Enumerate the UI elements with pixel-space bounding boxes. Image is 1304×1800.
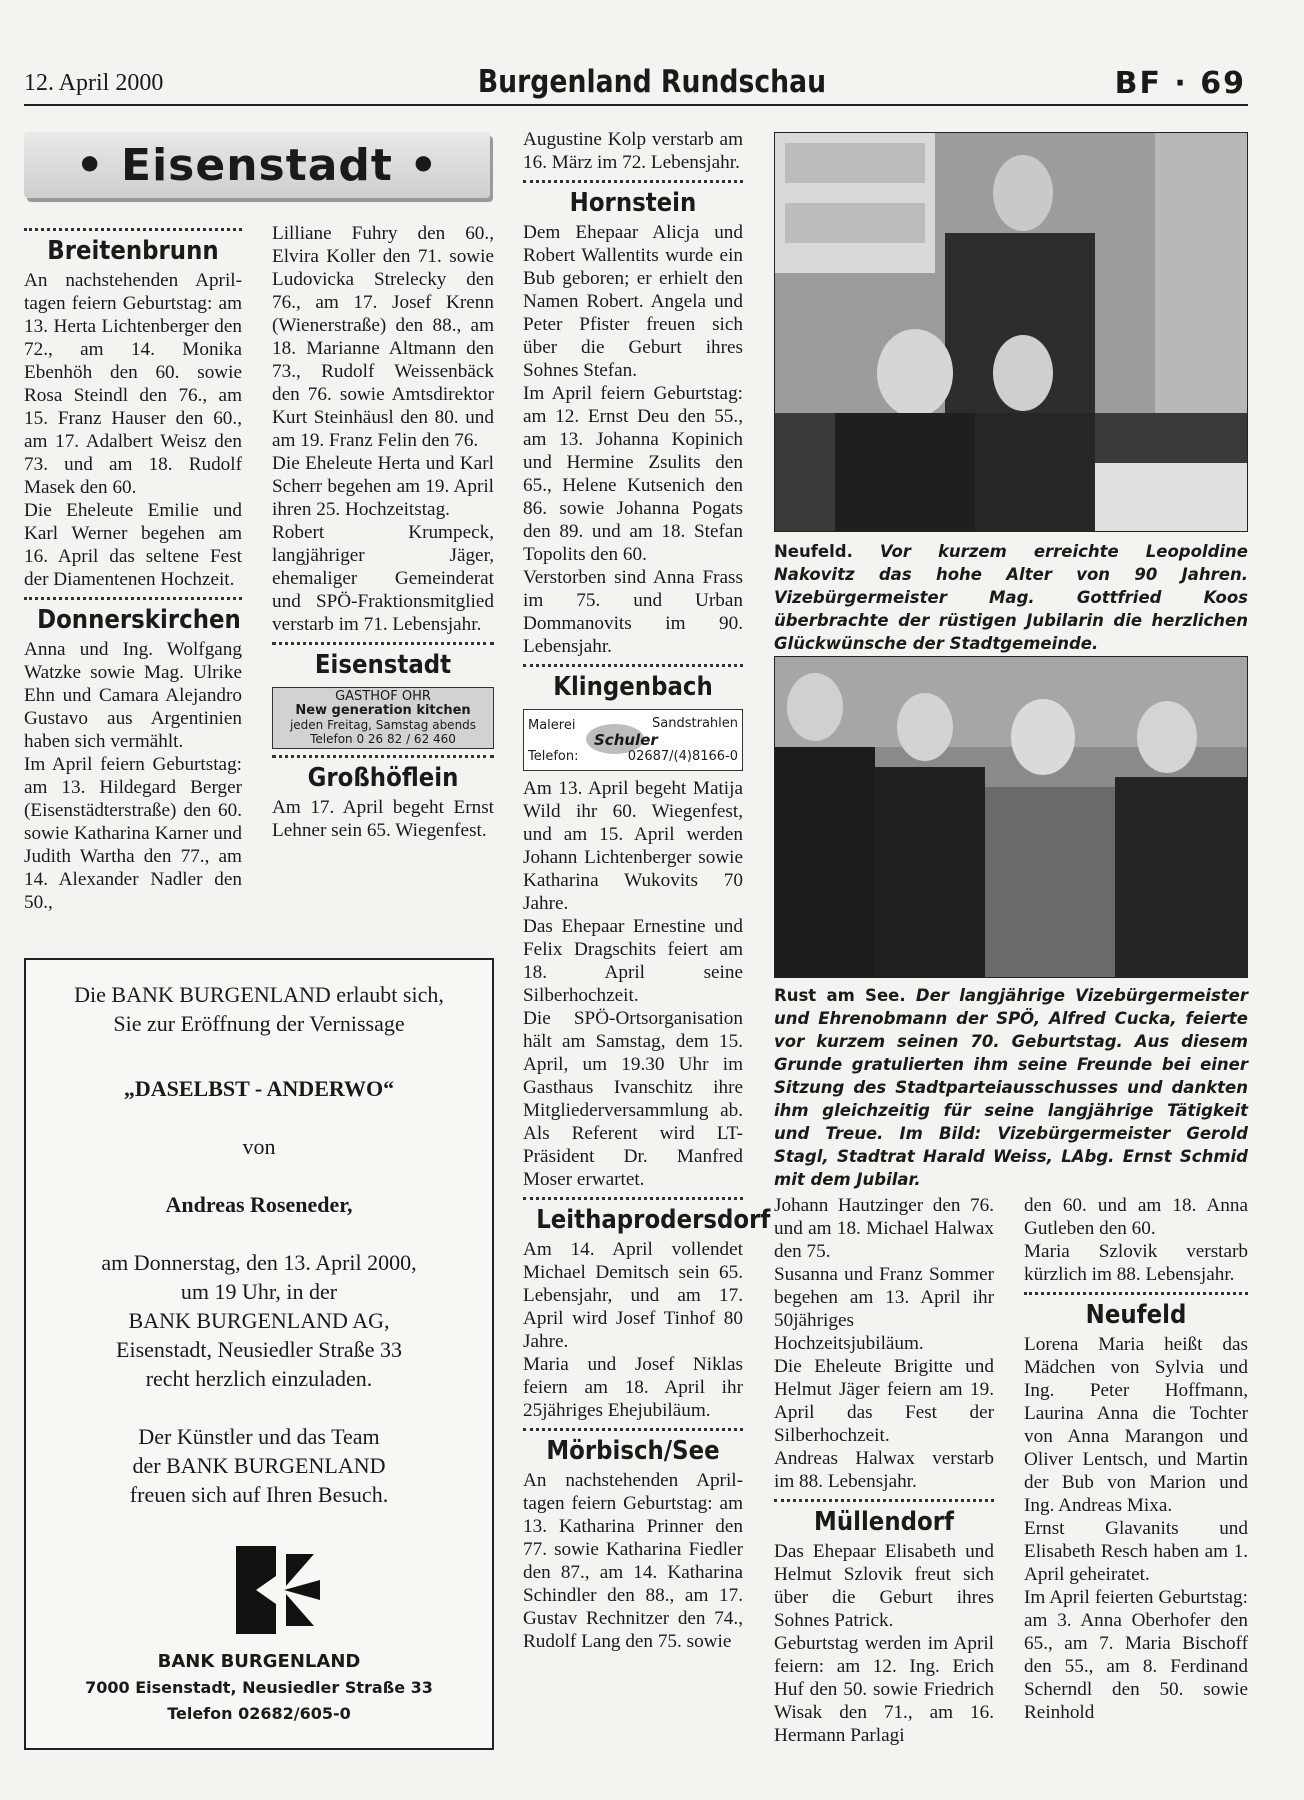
ad-phone: 02687/(4)8166-0 <box>627 749 738 764</box>
ad-von: von <box>242 1134 276 1159</box>
ad-text: Malerei <box>528 718 576 733</box>
ad-closing-1: Der Künstler und das Team <box>138 1424 380 1449</box>
artist-name: Andreas Roseneder, <box>165 1192 353 1217</box>
bank-burgenland-logo-icon <box>236 1546 320 1634</box>
article-text: Augustine Kolp verstarb am 16. März im 72. Lebensjahr. <box>523 129 743 173</box>
article-text: Dem Ehepaar Alicja und Robert Wallentits wurde ein Bub geboren; er erhielt den Namen Robert. Angela und Peter Pfister freuen sich über die Geburt ihres Sohnes Stefan. <box>523 222 743 381</box>
article-text: Die Eheleute Herta und Karl Scherr begehen am 19. April ihren 25. Hochzeitstag. <box>272 453 494 520</box>
heading-neufeld: Neufeld <box>1085 1300 1187 1330</box>
column-4 <box>774 1194 994 1747</box>
event-venue: BANK BURGENLAND AG, <box>128 1308 390 1333</box>
section-banner <box>24 132 490 198</box>
heading-eisenstadt: Eisenstadt <box>314 650 452 680</box>
ad-line: New generation kitchen <box>295 703 471 718</box>
photo-neufeld-image <box>775 133 1248 532</box>
article-text: Am 17. April begeht Ernst Lehner sein 65. Wiegenfest. <box>272 797 494 841</box>
article-text: An nachstehenden April-tagen feiern Geburtstag: am 13. Herta Lichtenberger den 72., am 14. Monika Ebenhöh den 60. sowie Rosa Steindl den 76., am 15. Franz Hauser den 60., am 17. Adalbert Weisz den 73. und am 18. Rudolf Masek den 60. <box>24 270 242 498</box>
schuler-ad <box>523 709 743 771</box>
event-address: Eisenstadt, Neusiedler Straße 33 <box>116 1337 402 1362</box>
event-invite: recht herzlich einzuladen. <box>145 1366 373 1391</box>
divider <box>24 228 242 231</box>
article-text: Die SPÖ-Ortsorganisation hält am Samstag, dem 15. April, um 19.30 Uhr im Gasthaus Ivanschitz ihre Mitgliederversammlung ab. Als Referent wird LT-Präsident Dr. Manfred Moser erwartet. <box>523 1008 743 1190</box>
newspaper-title: Burgenland Rundschau <box>477 64 827 100</box>
section-banner-title: • Eisenstadt • <box>75 139 439 191</box>
article-text: Geburtstag werden im April feiern: am 12. Ing. Erich Huf den 50. sowie Friedrich Wisak den 71., am 16. Hermann Parlagi <box>774 1633 994 1746</box>
ad-text: Telefon: <box>528 749 579 764</box>
ad-closing-2: der BANK BURGENLAND <box>132 1453 386 1478</box>
column-1 <box>24 222 242 914</box>
ad-text: Sandstrahlen <box>652 716 738 731</box>
vernissage-title: „DASELBST - ANDERWO“ <box>123 1076 395 1101</box>
photo-rust <box>774 656 1248 978</box>
article-text: Verstorben sind Anna Frass im 75. und Urban Dommanovits im 90. Lebensjahr. <box>523 567 743 657</box>
caption-lead: Neufeld. <box>774 542 853 561</box>
article-text: den 60. und am 18. Anna Gutleben den 60. <box>1024 1195 1248 1239</box>
photo-rust-caption <box>774 984 1248 1191</box>
heading-leithaprodersdorf: Leithaprodersdorf <box>536 1205 771 1235</box>
photo-neufeld <box>774 132 1248 532</box>
photo-neufeld-caption <box>774 540 1248 655</box>
bank-address: 7000 Eisenstadt, Neusiedler Straße 33 <box>85 1678 433 1697</box>
event-date: am Donnerstag, den 13. April 2000, <box>101 1250 417 1275</box>
ad-closing-3: freuen sich auf Ihren Besuch. <box>129 1482 389 1507</box>
article-text: Ernst Glavanits und Elisabeth Resch haben am 1. April geheiratet. <box>1024 1518 1248 1585</box>
bank-name: BANK BURGENLAND <box>157 1651 361 1672</box>
article-text: Am 14. April vollendet Michael Demitsch sein 65. Lebensjahr, und am 17. April wird Josef Tinhof 80 Jahre. <box>523 1239 743 1352</box>
article-text: Johann Hautzinger den 76. und am 18. Michael Halwax den 75. <box>774 1195 994 1262</box>
column-5 <box>1024 1194 1248 1724</box>
article-text: Die Eheleute Emilie und Karl Werner begehen am 16. April das seltene Fest der Diamentenen Hochzeit. <box>24 500 242 590</box>
divider <box>523 1428 743 1431</box>
caption-text: Vor kurzem erreichte Leopoldine Nakovitz das hohe Alter von 90 Jahren. Vizebürgermeister Mag. Gottfried Koos überbrachte der rüstigen Jubilarin die herzlichen Glückwünsche der Stadtgemeinde. <box>774 542 1248 653</box>
divider <box>24 597 242 600</box>
caption-text: Der langjährige Vizebürgermeister und Ehrenobmann der SPÖ, Alfred Cucka, feierte vor kurzem seinen 70. Geburtstag. Aus diesem Grunde gratulierten ihm seine Freunde bei einer Sitzung des Stadtparteiausschusses und dankten ihm gleichzeitig für seine langjährige Tätigkeit und Treue. Im Bild: Vizebürgermeister Gerold Stagl, Stadtrat Harald Weiss, LAbg. Ernst Schmid mit dem Jubilar. <box>774 986 1249 1189</box>
heading-moerbisch: Mörbisch/See <box>546 1436 720 1466</box>
article-text: Im April feiern Geburtstag: am 13. Hildegard Berger (Eisenstädterstraße) den 60. sowie Katharina Karner und Judith Wartha den 77., am 14. Alexander Nadler den 50., <box>24 754 242 913</box>
article-text: Susanna und Franz Sommer begehen am 13. April ihr 50jähriges Hochzeitsjubiläum. <box>774 1264 994 1354</box>
ad-intro-2: Sie zur Eröffnung der Vernissage <box>113 1011 405 1036</box>
article-text: Im April feiern Geburtstag: am 12. Ernst Deu den 55., am 13. Johanna Kopinich und Hermine Zsulits den 65., Helene Kutsenich den 86. sowie Johanna Pogats den 89. und am 18. Stefan Topolits den 60. <box>523 383 743 565</box>
divider <box>523 180 743 183</box>
article-text: Robert Krumpeck, langjähriger Jäger, ehemaliger Gemeinderat und SPÖ-Fraktionsmitglied verstarb im 71. Lebensjahr. <box>272 522 494 635</box>
caption-lead: Rust am See. <box>774 986 906 1005</box>
article-text: Maria Szlovik verstarb kürzlich im 88. Lebensjahr. <box>1024 1241 1248 1285</box>
divider <box>272 642 494 645</box>
divider <box>1024 1292 1248 1295</box>
bank-burgenland-ad <box>24 958 494 1750</box>
ad-line: Telefon 0 26 82 / 62 460 <box>310 732 456 746</box>
article-text: Maria und Josef Niklas feiern am 18. April ihr 25jähriges Ehejubiläum. <box>523 1354 743 1421</box>
article-text: Andreas Halwax verstarb im 88. Lebensjahr. <box>774 1448 994 1492</box>
heading-breitenbrunn: Breitenbrunn <box>47 236 219 266</box>
ad-line: GASTHOF OHR <box>335 689 431 704</box>
column-2 <box>272 222 494 842</box>
page-number: BF · 69 <box>1114 66 1246 101</box>
heading-klingenbach: Klingenbach <box>553 672 713 702</box>
article-text: Das Ehepaar Elisabeth und Helmut Szlovik freut sich über die Geburt ihres Sohnes Patrick. <box>774 1541 994 1631</box>
article-text: Lilliane Fuhry den 60., Elvira Koller den 71. sowie Ludovicka Strelecky den 76., am 17. Josef Krenn (Wienerstraße) den 88., am 18. Marianne Altmann den 73., Rudolf Weissenbäck den 76. sowie Amtsdirektor Kurt Steinhäusl den 80. und am 19. Franz Felin den 76. <box>272 223 494 451</box>
article-text: Am 13. April begeht Matija Wild ihr 60. Wiegenfest, und am 15. April werden Johann Lichtenberger sowie Katharina Wukovits 70 Jahre. <box>523 778 743 914</box>
ad-line: jeden Freitag, Samstag abends <box>289 718 477 732</box>
article-text: Lorena Maria heißt das Mädchen von Sylvia und Ing. Peter Hoffmann, Laurina Anna die Tochter von Anna Marangon und Oliver Lentsch, und Martin der Bub von Marion und Ing. Andreas Mixa. <box>1024 1334 1248 1516</box>
event-time: um 19 Uhr, in der <box>180 1279 338 1304</box>
heading-hornstein: Hornstein <box>569 188 697 218</box>
issue-date: 12. April 2000 <box>24 70 164 96</box>
divider <box>774 1499 994 1502</box>
article-text: Die Eheleute Brigitte und Helmut Jäger feiern am 19. April das Fest der Silberhochzeit. <box>774 1356 994 1446</box>
divider <box>523 664 743 667</box>
divider <box>523 1197 743 1200</box>
article-text: An nachstehenden April-tagen feiern Geburtstag: am 13. Katharina Prinner den 77. sowie Katharina Fiedler den 87., am 14. Katharina Schindler den 88., am 17. Gustav Rechnitzer den 74., Rudolf Lang den 75. sowie <box>523 1470 743 1652</box>
bank-phone: Telefon 02682/605-0 <box>167 1704 351 1723</box>
heading-grosshoeflein: Großhöflein <box>307 763 459 793</box>
divider <box>272 755 494 758</box>
header-rule <box>24 104 1248 106</box>
article-text: Im April feierten Geburtstag: am 3. Anna Oberhofer den 65., am 7. Maria Bischoff den 55., am 8. Ferdinand Scherndl den 50. sowie Reinhold <box>1024 1587 1248 1723</box>
photo-rust-image <box>775 657 1248 978</box>
column-3 <box>523 128 771 1653</box>
article-text: Anna und Ing. Wolfgang Watzke sowie Mag. Ulrike Ehn und Camara Alejandro Gustavo aus Argentinien haben sich vermählt. <box>24 639 242 752</box>
ad-logo-text: Schuler <box>594 731 658 749</box>
article-text: Das Ehepaar Ernestine und Felix Dragschits feiert am 18. April seine Silberhochzeit. <box>523 916 743 1006</box>
gasthof-ohr-ad <box>272 687 494 749</box>
heading-donnerskirchen: Donnerskirchen <box>37 605 241 635</box>
ad-intro-1: Die BANK BURGENLAND erlaubt sich, <box>74 982 444 1007</box>
heading-muellendorf: Müllendorf <box>814 1507 954 1537</box>
